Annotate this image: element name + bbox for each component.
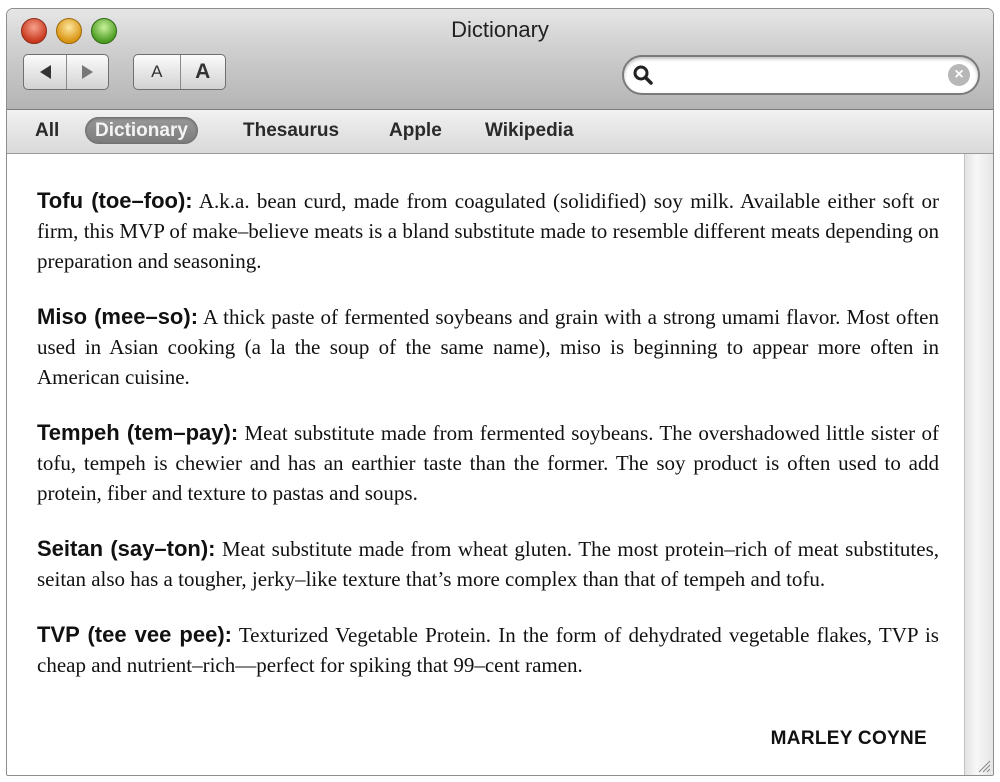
decrease-font-button[interactable]: A: [151, 62, 163, 81]
definition-entry: [37, 418, 939, 508]
vertical-scrollbar[interactable]: [964, 154, 993, 776]
source-tabs: [7, 110, 993, 154]
back-arrow-icon: [40, 65, 51, 79]
entry-definition: Meat substitute made from wheat gluten. The most protein–rich of meat substitutes, seitan also has a tougher, jerky–like texture that’s more complex than that of tempeh and tofu.: [37, 537, 939, 591]
definition-entry: [37, 186, 939, 276]
forward-button[interactable]: [66, 55, 108, 89]
titlebar: [7, 9, 993, 110]
definition-entry: [37, 534, 939, 594]
tab-wikipedia[interactable]: Wikipedia: [485, 120, 574, 141]
entry-term: Tofu (toe–foo):: [37, 188, 193, 213]
navigation-buttons: [23, 54, 109, 90]
entry-term: Seitan (say–ton):: [37, 536, 216, 561]
resize-grip-icon[interactable]: [975, 757, 991, 773]
dictionary-window: [6, 8, 994, 776]
entry-term: Miso (mee–so):: [37, 304, 199, 329]
tab-dictionary[interactable]: Dictionary: [85, 117, 198, 144]
entry-definition: Meat substitute made from fermented soybeans. The overshadowed little sister of tofu, tempeh is chewier and has an earthier taste than the former. The soy product is often used to add protein, fiber and texture to pastas and soups.: [37, 421, 939, 505]
tab-all[interactable]: All: [35, 120, 60, 141]
entry-definition: A.k.a. bean curd, made from coagulated (solidified) soy milk. Available either soft or firm, this MVP of make–believe meats is a bland substitute made to resemble different meats depending on preparation and seasoning.: [37, 189, 940, 273]
search-icon: [632, 64, 654, 86]
font-size-buttons: [133, 54, 226, 90]
definition-entry: [37, 302, 939, 392]
definition-entry: [37, 620, 939, 680]
search-field[interactable]: [622, 55, 980, 95]
author-credit: MARLEY COYNE: [770, 728, 927, 749]
back-button[interactable]: [24, 55, 66, 89]
definition-pane: [7, 154, 965, 776]
entry-term: Tempeh (tem–pay):: [37, 420, 239, 445]
tab-thesaurus[interactable]: Thesaurus: [243, 120, 340, 141]
forward-arrow-icon: [82, 65, 93, 79]
window-title: Dictionary: [451, 17, 549, 42]
entry-definition: A thick paste of fermented soybeans and grain with a strong umami flavor. Most often used in Asian cooking (a la the soup of the same name), miso is beginning to appear more often in American cuisine.: [37, 305, 939, 389]
search-input[interactable]: [660, 62, 944, 90]
entry-definition: Texturized Vegetable Protein. In the form of dehydrated vegetable flakes, TVP is cheap and nutrient–rich—perfect for spiking that 99–cent ramen.: [37, 623, 939, 677]
tab-apple[interactable]: Apple: [389, 120, 442, 141]
clear-search-icon[interactable]: ×: [948, 64, 970, 86]
increase-font-button[interactable]: A: [180, 55, 226, 89]
entry-term: TVP (tee vee pee):: [37, 622, 232, 647]
